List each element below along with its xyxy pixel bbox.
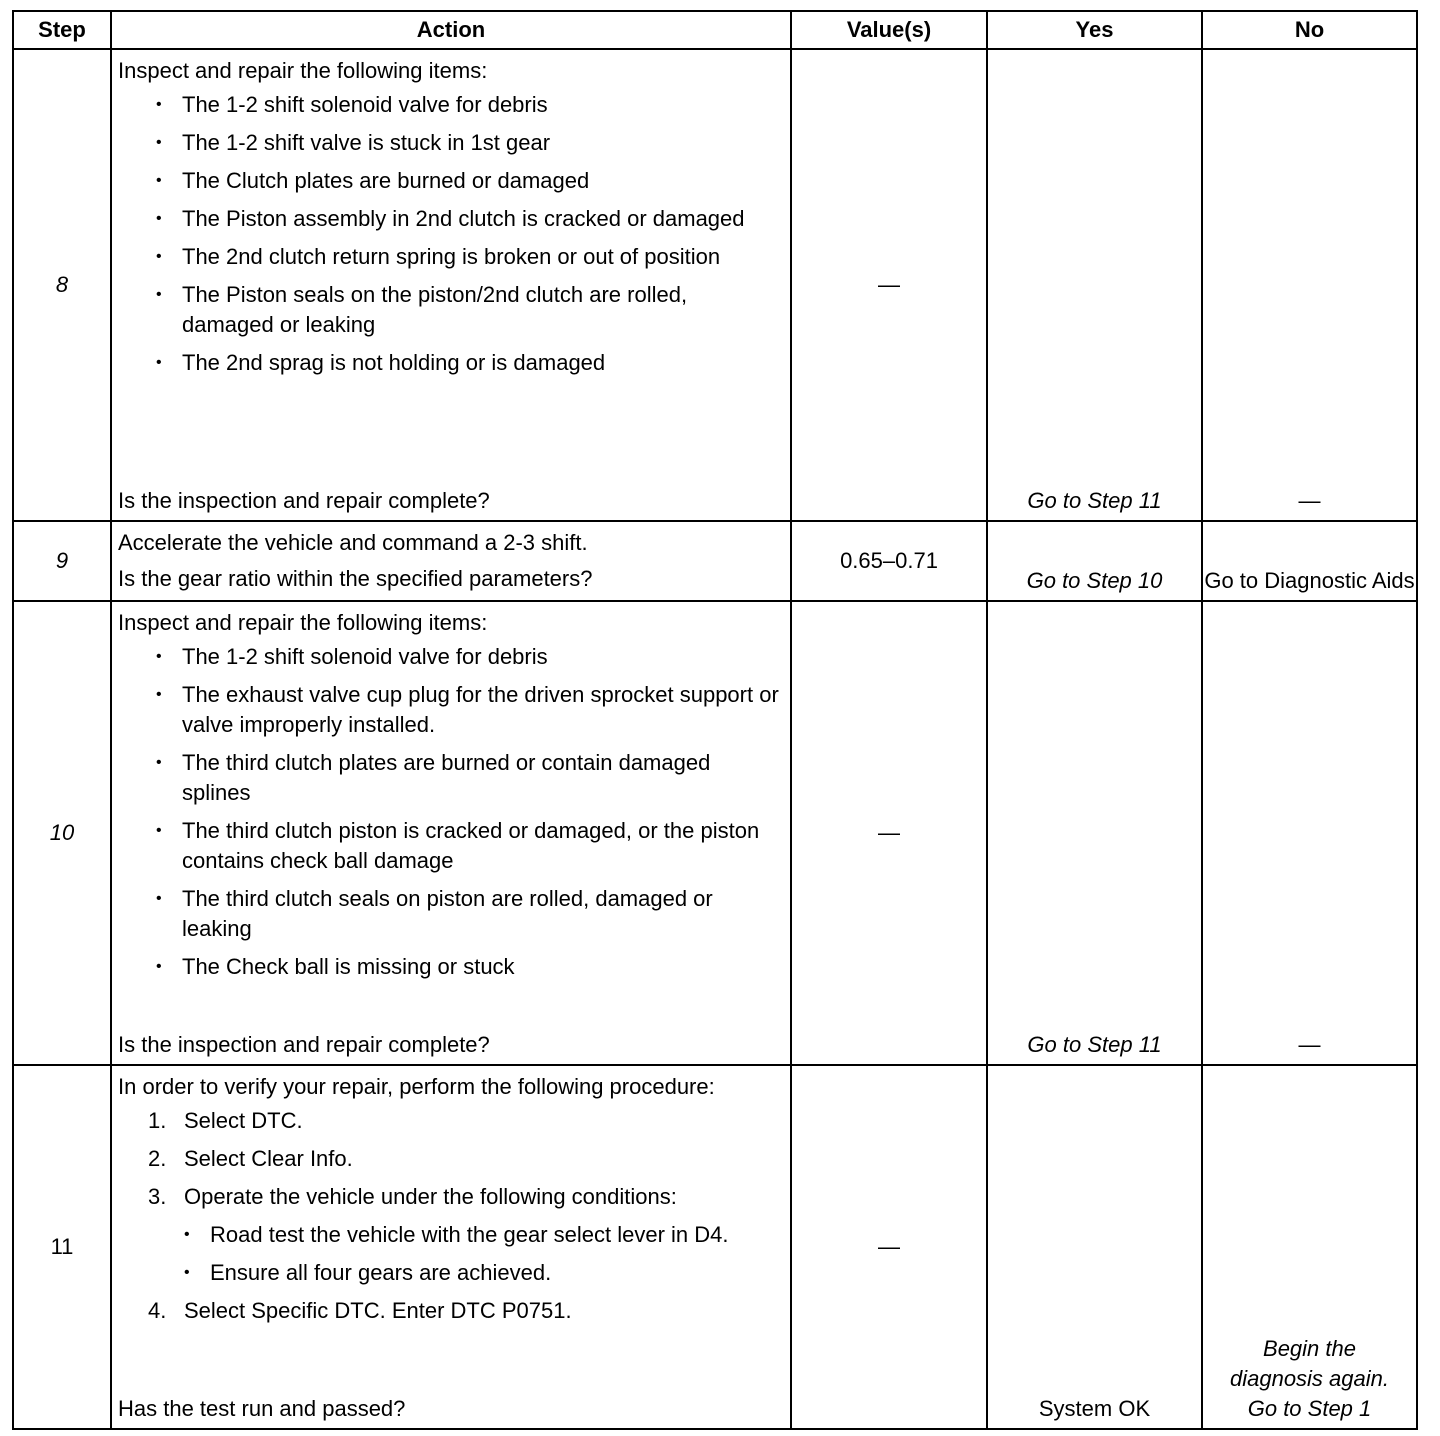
table-row-step-8 bbox=[13, 49, 1417, 521]
table-row-step-10 bbox=[13, 601, 1417, 1065]
no-cell: Begin the diagnosis again. Go to Step 1 bbox=[1202, 1065, 1417, 1429]
action-intro: Inspect and repair the following items: bbox=[118, 58, 488, 83]
step-text: Select DTC. bbox=[184, 1108, 303, 1133]
action-cell bbox=[111, 1065, 791, 1429]
list-item: • The Piston seals on the piston/2nd clutch are rolled, damaged or leaking bbox=[156, 280, 784, 340]
header-values: Value(s) bbox=[791, 11, 987, 49]
step-index: 4. bbox=[148, 1298, 167, 1323]
no-cell: Go to Diagnostic Aids bbox=[1202, 521, 1417, 601]
action-line: Accelerate the vehicle and command a 2-3 shift. bbox=[118, 530, 588, 555]
value-cell: — bbox=[791, 49, 987, 521]
header-yes: Yes bbox=[987, 11, 1202, 49]
header-row bbox=[13, 11, 1417, 49]
list-item: • The exhaust valve cup plug for the driven sprocket support or valve improperly installed. bbox=[156, 680, 784, 740]
list-item: • The 2nd sprag is not holding or is damaged bbox=[156, 348, 784, 378]
action-intro: In order to verify your repair, perform the following procedure: bbox=[118, 1074, 715, 1099]
step-number: 9 bbox=[13, 521, 111, 601]
inspection-list bbox=[118, 90, 784, 378]
list-item: • Ensure all four gears are achieved. bbox=[184, 1258, 784, 1288]
no-cell: — bbox=[1202, 601, 1417, 1065]
procedure-step bbox=[148, 1182, 784, 1288]
value-cell: 0.65–0.71 bbox=[791, 521, 987, 601]
action-question: Is the inspection and repair complete? bbox=[118, 488, 490, 513]
no-cell: — bbox=[1202, 49, 1417, 521]
list-item: • The 2nd clutch return spring is broken or out of position bbox=[156, 242, 784, 272]
header-action: Action bbox=[111, 11, 791, 49]
step-index: 2. bbox=[148, 1146, 167, 1171]
procedure-step bbox=[148, 1144, 784, 1174]
yes-cell: Go to Step 11 bbox=[987, 49, 1202, 521]
list-item: • The 1-2 shift solenoid valve for debris bbox=[156, 642, 784, 672]
diagnostic-table bbox=[12, 10, 1418, 1430]
list-item: • The Piston assembly in 2nd clutch is cracked or damaged bbox=[156, 204, 784, 234]
condition-list bbox=[184, 1220, 784, 1288]
value-cell: — bbox=[791, 601, 987, 1065]
list-item: • The 1-2 shift solenoid valve for debris bbox=[156, 90, 784, 120]
action-intro: Inspect and repair the following items: bbox=[118, 610, 488, 635]
step-index: 3. bbox=[148, 1184, 167, 1209]
yes-cell: System OK bbox=[987, 1065, 1202, 1429]
action-cell bbox=[111, 601, 791, 1065]
yes-cell: Go to Step 10 bbox=[987, 521, 1202, 601]
list-item: • The third clutch piston is cracked or damaged, or the piston contains check ball damage bbox=[156, 816, 784, 876]
list-item: • The third clutch plates are burned or contain damaged splines bbox=[156, 748, 784, 808]
action-question: Has the test run and passed? bbox=[118, 1396, 406, 1421]
action-question: Is the inspection and repair complete? bbox=[118, 1032, 490, 1057]
list-item: • The third clutch seals on piston are rolled, damaged or leaking bbox=[156, 884, 784, 944]
list-item: • Road test the vehicle with the gear select lever in D4. bbox=[184, 1220, 784, 1250]
table-row-step-9 bbox=[13, 521, 1417, 601]
step-number: 11 bbox=[13, 1065, 111, 1429]
value-cell: — bbox=[791, 1065, 987, 1429]
procedure-step bbox=[148, 1106, 784, 1136]
procedure-step bbox=[148, 1296, 784, 1326]
step-number: 8 bbox=[13, 49, 111, 521]
action-question: Is the gear ratio within the specified parameters? bbox=[118, 566, 593, 591]
list-item: • The Check ball is missing or stuck bbox=[156, 952, 784, 982]
step-index: 1. bbox=[148, 1108, 167, 1133]
step-text: Select Clear Info. bbox=[184, 1146, 353, 1171]
action-cell bbox=[111, 49, 791, 521]
list-item: • The Clutch plates are burned or damaged bbox=[156, 166, 784, 196]
header-no: No bbox=[1202, 11, 1417, 49]
header-step: Step bbox=[13, 11, 111, 49]
action-cell bbox=[111, 521, 791, 601]
procedure-list bbox=[118, 1106, 784, 1326]
inspection-list bbox=[118, 642, 784, 982]
list-item: • The 1-2 shift valve is stuck in 1st gear bbox=[156, 128, 784, 158]
step-text: Operate the vehicle under the following conditions: bbox=[184, 1184, 677, 1209]
step-text: Select Specific DTC. Enter DTC P0751. bbox=[184, 1298, 572, 1323]
step-number: 10 bbox=[13, 601, 111, 1065]
table-row-step-11 bbox=[13, 1065, 1417, 1429]
yes-cell: Go to Step 11 bbox=[987, 601, 1202, 1065]
